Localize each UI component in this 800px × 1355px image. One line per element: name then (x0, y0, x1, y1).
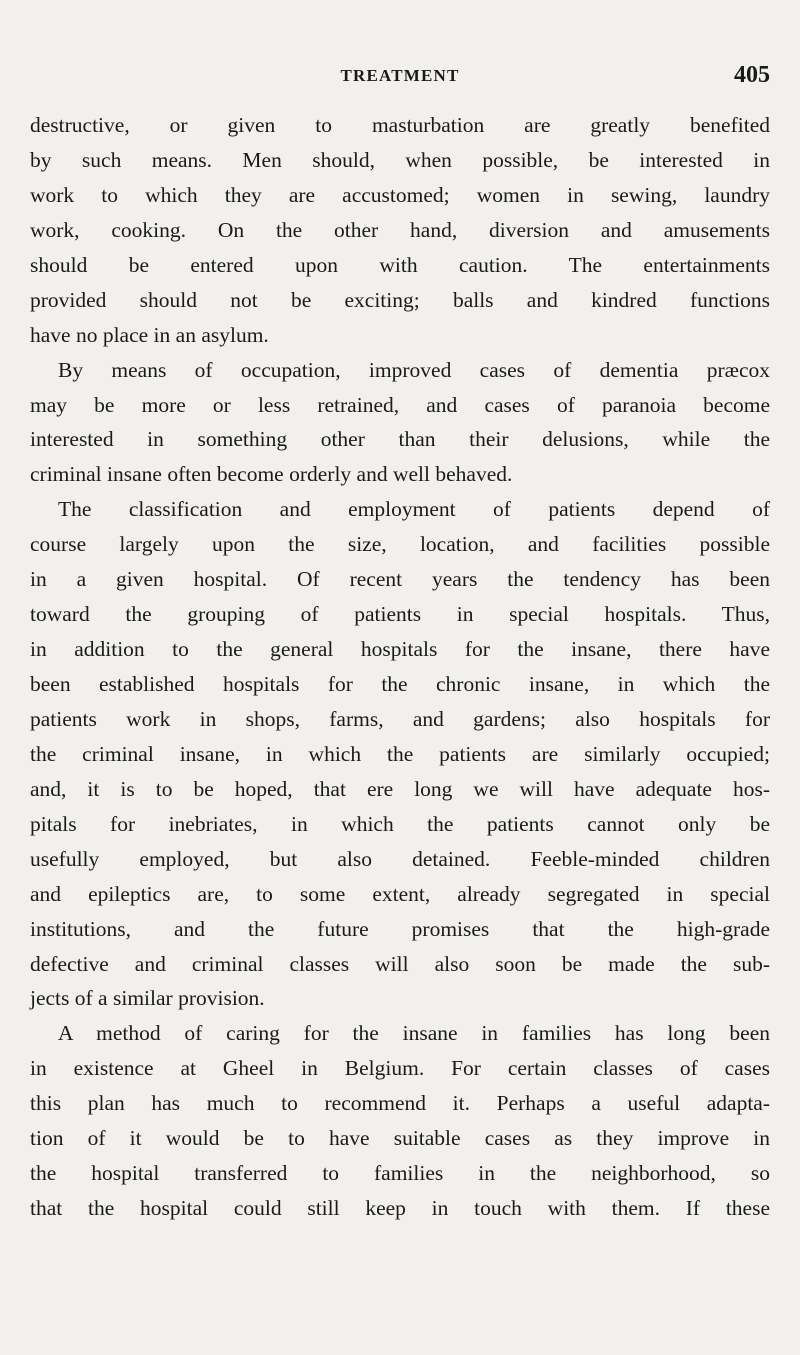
text-line: should be entered upon with caution. The entertainments (30, 252, 770, 277)
paragraph-4 (30, 1016, 770, 1226)
text-line: by such means. Men should, when possible, be interested in (30, 147, 770, 172)
text-line: interested in something other than their delusions, while the (30, 427, 770, 452)
body-text (30, 108, 770, 1226)
text-line: provided should not be exciting; balls and kindred functions (30, 287, 770, 312)
text-line: pitals for inebriates, in which the patients cannot only be (30, 811, 770, 836)
text-line: tion of it would be to have suitable cases as they improve in (30, 1126, 770, 1151)
text-line: that the hospital could still keep in touch with them. If these (30, 1196, 770, 1221)
text-line: this plan has much to recommend it. Perhaps a useful adapta- (30, 1091, 770, 1116)
text-line: The classification and employment of patients depend of (58, 497, 770, 522)
text-line: work, cooking. On the other hand, diversion and amusements (30, 217, 770, 242)
text-line: in addition to the general hospitals for the insane, there have (30, 637, 770, 662)
paragraph-3 (30, 492, 770, 1016)
text-line: A method of caring for the insane in families has long been (58, 1021, 770, 1046)
text-line: destructive, or given to masturbation are greatly benefited (30, 113, 770, 137)
text-line: work to which they are accustomed; women in sewing, laundry (30, 182, 770, 207)
text-line: toward the grouping of patients in special hospitals. Thus, (30, 602, 770, 627)
text-line: institutions, and the future promises that the high-grade (30, 916, 770, 941)
text-line: jects of a similar provision. (30, 986, 265, 1011)
text-line: By means of occupation, improved cases of dementia præcox (58, 357, 770, 382)
text-line: in a given hospital. Of recent years the tendency has been (30, 567, 770, 592)
text-line: course largely upon the size, location, and facilities possible (30, 532, 770, 557)
running-title: TREATMENT (340, 66, 460, 85)
text-line: and, it is to be hoped, that ere long we will have adequate hos- (30, 776, 770, 801)
paragraph-1 (30, 108, 770, 353)
text-line: may be more or less retrained, and cases of paranoia become (30, 392, 770, 417)
text-line: defective and criminal classes will also soon be made the sub- (30, 951, 770, 976)
text-line: usefully employed, but also detained. Feeble-minded children (30, 846, 770, 871)
text-line: the criminal insane, in which the patients are similarly occupied; (30, 741, 770, 766)
page-number: 405 (734, 62, 770, 88)
text-line: have no place in an asylum. (30, 322, 269, 347)
text-line: the hospital transferred to families in the neighborhood, so (30, 1161, 770, 1186)
text-line: in existence at Gheel in Belgium. For certain classes of cases (30, 1056, 770, 1081)
text-line: criminal insane often become orderly and well behaved. (30, 462, 513, 487)
text-line: patients work in shops, farms, and gardens; also hospitals for (30, 706, 770, 731)
text-line: and epileptics are, to some extent, already segregated in special (30, 881, 770, 906)
text-line: been established hospitals for the chronic insane, in which the (30, 672, 770, 696)
paragraph-2 (30, 353, 770, 493)
running-head (30, 62, 770, 92)
